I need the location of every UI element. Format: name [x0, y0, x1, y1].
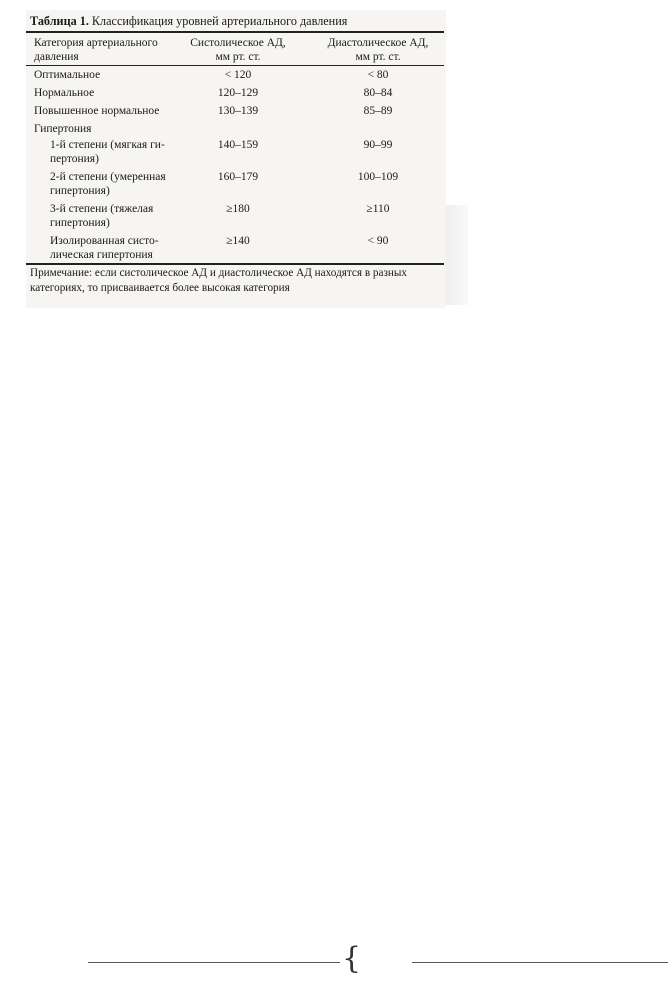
row-systolic: < 120 — [224, 69, 252, 81]
row-category: Нормальное — [34, 87, 95, 99]
row-systolic: ≥140 — [226, 235, 250, 247]
row-category: Повышенное нормальное — [34, 105, 160, 117]
row-category: Гипертония — [34, 123, 92, 135]
row-category-line2: лическая гипертония — [50, 249, 153, 261]
header-diastolic — [323, 36, 433, 64]
row-systolic: 120–129 — [217, 87, 259, 99]
header-category-line1: Категория артериального — [34, 37, 158, 49]
row-category-line2: гипертония) — [50, 217, 110, 229]
row-diastolic: 100–109 — [357, 171, 399, 183]
table-note: Примечание: если систолическое АД и диастолическое АД находятся в разных категориях, то присваивается более высокая категория — [30, 267, 407, 294]
header-category-line2: давления — [34, 51, 79, 63]
header-systolic-line1: Систолическое АД, — [190, 37, 286, 49]
top-rule — [26, 31, 444, 33]
row-diastolic: 85–89 — [363, 105, 393, 117]
row-category — [50, 170, 166, 198]
footer-brace-icon: { — [342, 941, 362, 976]
header-systolic-line2: мм рт. ст. — [215, 51, 261, 63]
row-category-line2: пертония) — [50, 153, 99, 165]
header-rule — [26, 65, 444, 66]
row-category — [50, 138, 165, 166]
table-caption — [30, 14, 347, 29]
row-category — [50, 202, 153, 230]
row-diastolic: 80–84 — [363, 87, 393, 99]
row-category — [50, 234, 159, 262]
footer-line-right — [412, 962, 668, 963]
row-category-line1: Изолированная систо- — [50, 235, 159, 247]
header-diastolic-line2: мм рт. ст. — [355, 51, 401, 63]
table-caption-label: Таблица 1. — [30, 14, 89, 28]
row-systolic: ≥180 — [226, 203, 250, 215]
row-systolic: 160–179 — [217, 171, 259, 183]
header-diastolic-line1: Диастолическое АД, — [327, 37, 429, 49]
footer-line-left — [88, 962, 340, 963]
row-category-line1: 3-й степени (тяжелая — [50, 203, 154, 215]
row-diastolic: < 90 — [367, 235, 389, 247]
row-category: Оптимальное — [34, 69, 101, 81]
row-diastolic: 90–99 — [363, 139, 393, 151]
row-category-line1: 1-й степени (мягкая ги- — [50, 139, 165, 151]
header-systolic — [183, 36, 293, 64]
row-category-line1: 2-й степени (умеренная — [50, 171, 166, 183]
row-diastolic: ≥110 — [366, 203, 390, 215]
row-category-line2: гипертония) — [50, 185, 110, 197]
header-category — [34, 36, 158, 64]
row-systolic: 140–159 — [217, 139, 259, 151]
table-caption-text: Классификация уровней артериального давления — [88, 14, 348, 28]
scan-shadow — [446, 205, 468, 305]
bottom-rule — [26, 263, 444, 265]
row-diastolic: < 80 — [367, 69, 389, 81]
row-systolic: 130–139 — [217, 105, 259, 117]
